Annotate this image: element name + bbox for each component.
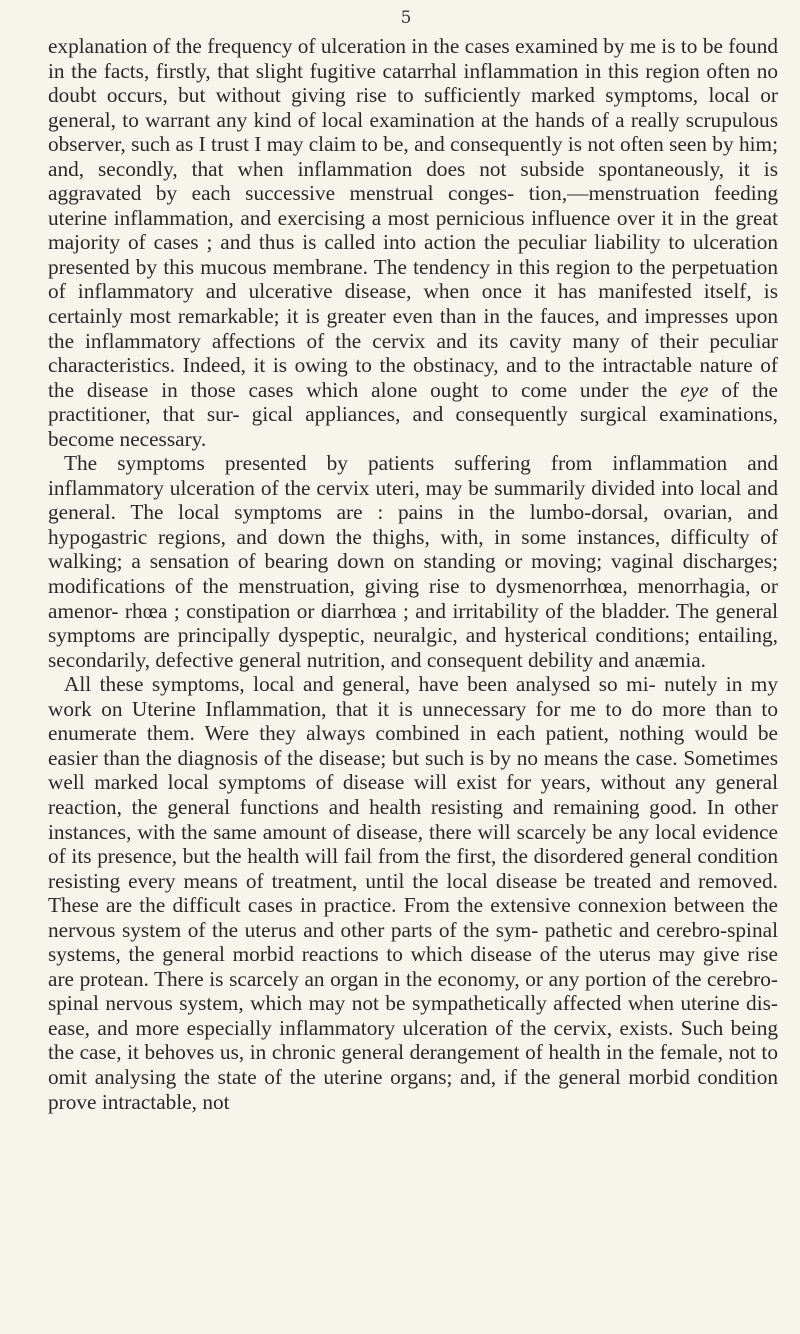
text-segment: The symptoms presented by patients suffering from inflammation and inflammatory ulceration of the cervix uteri, may be summarily divided into local and general. The local symptoms are : pains in the lumbo-dorsal, ovarian, and hypogastric regions, and down the thighs, with, in some instances, difficulty of walking; a sensation of bearing down on standing or moving; vaginal discharges; modifications of the menstruation, giving rise to dysmenorrhœa, menorrhagia, or amenor- rhœa ; constipation or diarrhœa ; and irritability of the bladder. The general symptoms are principally dyspeptic, neuralgic, and hysterical conditions; entailing, secondarily, defective general nutrition, and consequent debility and anæmia. xyxy=(48,451,778,672)
paragraph-analysis xyxy=(48,672,778,1114)
page-number: 5 xyxy=(400,8,412,28)
body-text xyxy=(48,34,778,1114)
text-segment: of the practitioner, that sur- gical appliances, and consequently surgical examinations, become necessary. xyxy=(48,377,778,451)
paragraph-symptoms xyxy=(48,451,778,672)
emphasis-text: eye xyxy=(680,377,709,402)
text-segment: All these symptoms, local and general, have been analysed so mi- nutely in my work on Uterine Inflammation, that it is unnecessary for me to do more than to enumerate them. Were they always combined in each patient, nothing would be easier than the diagnosis of the disease; but such is by no means the case. Sometimes well marked local symptoms of disease will exist for years, without any general reaction, the general functions and health resisting and remaining good. In other instances, with the same amount of disease, there will scarcely be any local evidence of its presence, but the health will fail from the first, the disordered general condition resisting every means of treatment, until the local disease be treated and removed. These are the difficult cases in practice. From the extensive connexion between the nervous system of the uterus and other parts of the sym- pathetic and cerebro-spinal systems, the general morbid reactions to which disease of the uterus may give rise are protean. There is scarcely an organ in the economy, or any portion of the cerebro-spinal nervous system, which may not be sympathetically affected when uterine dis- ease, and more especially inflammatory ulceration of the cervix, exists. Such being the case, it behoves us, in chronic general derangement of health in the female, not to omit analysing the state of the uterine organs; and, if the general morbid condition prove intractable, not xyxy=(48,672,778,1114)
text-segment: explanation of the frequency of ulceration in the cases examined by me is to be found in the facts, firstly, that slight fugitive catarrhal inflammation in this region often no doubt occurs, but without giving rise to sufficiently marked symptoms, local or general, to warrant any kind of local examination at the hands of a really scrupulous observer, such as I trust I may claim to be, and consequently is not often seen by him; and, secondly, that when inflammation does not subside spontaneously, it is aggravated by each successive menstrual conges- tion,—menstruation feeding uterine inflammation, and exercising a most pernicious influence over it in the great majority of cases ; and thus is called into action the peculiar liability to ulceration presented by this mucous membrane. The tendency in this region to the perpetuation of inflammatory and ulcerative disease, when once it has manifested itself, is certainly most remarkable; it is greater even than in the fauces, and impresses upon the inflammatory affections of the cervix and its cavity many of their peculiar characteristics. Indeed, it is owing to the obstinacy, and to the intractable nature of the disease in those cases which alone ought to come under the xyxy=(48,34,778,402)
paragraph-continuation xyxy=(48,34,778,451)
